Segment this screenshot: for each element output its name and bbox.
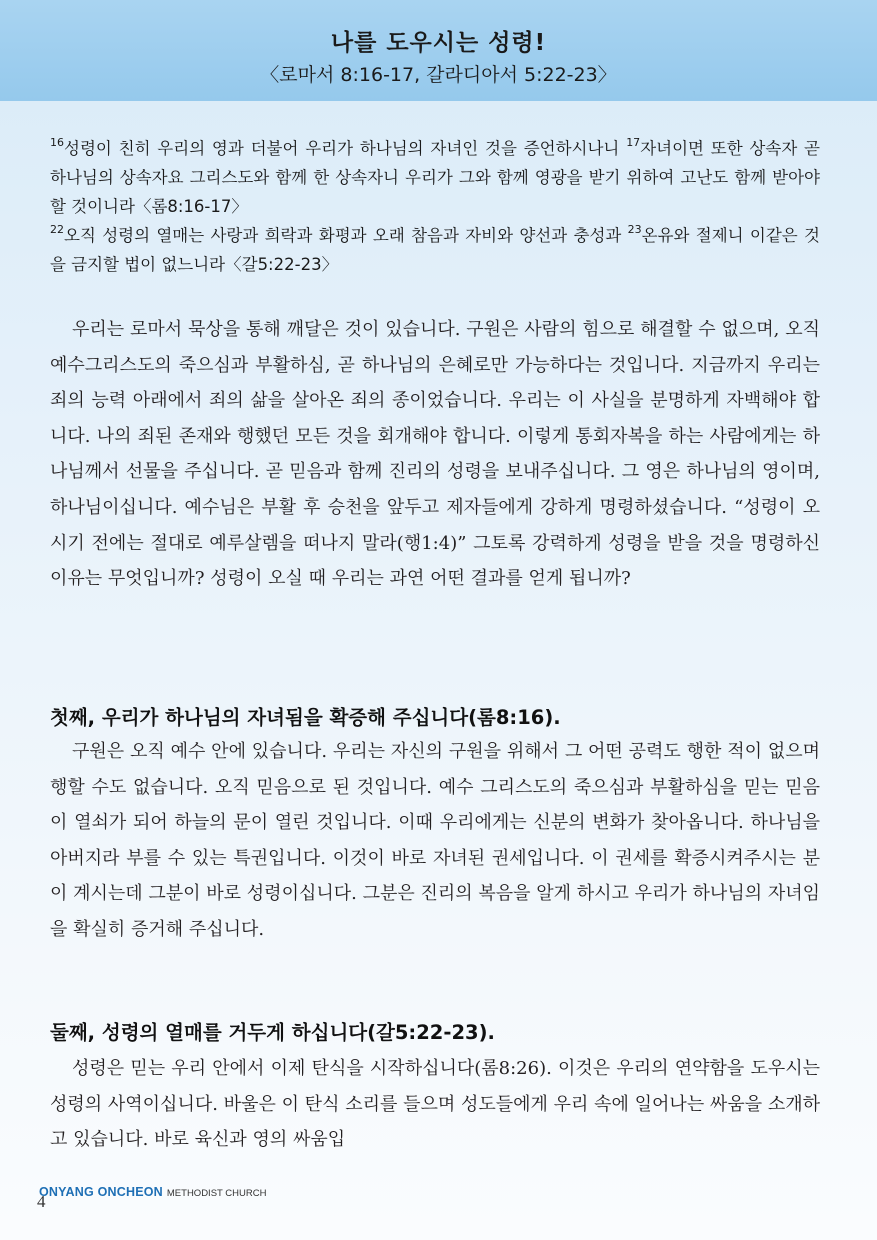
scripture-reference: 〈로마서 8:16-17, 갈라디아서 5:22-23〉 xyxy=(260,64,617,86)
church-logo xyxy=(39,1183,266,1201)
verse-number: 22 xyxy=(50,223,64,236)
page-header xyxy=(0,0,877,101)
verse-number: 23 xyxy=(627,223,642,236)
intro-text: 우리는 로마서 묵상을 통해 깨달은 것이 있습니다. 구원은 사람의 힘으로 해결할 수 없으며, 오직 예수그리스도의 죽으심과 부활하심, 곧 하나님의 은혜로만 가능하다는 것입니다. 지금까지 우리는 죄의 능력 아래에서 죄의 삶을 살아온 죄의 종이었습니다. 우리는 이 사실을 분명하게 자백해야 합니다. 나의 죄된 존재와 행했던 모든 것을 회개해야 합니다. 이렇게 통회자복을 하는 사람에게는 하나님께서 선물을 주십니다. 곧 믿음과 함께 진리의 성령을 보내주십니다. 그 영은 하나님의 영이며, 하나님이십니다. 예수님은 부활 후 승천을 앞두고 제자들에게 강하게 명령하셨습니다. “성령이 오시기 전에는 절대로 예루살렘을 떠나지 말라(행1:4)” 그토록 강력하게 성령을 받을 것을 명령하신 이유는 무엇입니까? 성령이 오실 때 우리는 과연 어떤 결과를 얻게 됩니까? xyxy=(50,319,820,590)
church-denomination: METHODIST CHURCH xyxy=(166,1188,267,1199)
verse-text: 온유와 절제니 이같은 것을 금지할 법이 없느니라〈갈5:22-23〉 xyxy=(50,226,820,274)
verse-number: 17 xyxy=(626,136,641,149)
section-heading-2: 둘째, 성령의 열매를 거두게 하십니다(갈5:22-23). xyxy=(50,1021,495,1044)
section-text: 구원은 오직 예수 안에 있습니다. 우리는 자신의 구원을 위해서 그 어떤 공력도 행한 적이 없으며 행할 수도 없습니다. 오직 믿음으로 된 것입니다. 예수 그리스도의 죽으심과 부활하심을 믿는 믿음이 열쇠가 되어 하늘의 문이 열린 것입니다. 이때 우리에게는 신분의 변화가 찾아옵니다. 하나님을 아버지라 부를 수 있는 특권입니다. 이것이 바로 자녀된 권세입니다. 이 권세를 확증시켜주시는 분이 계시는데 그분이 바로 성령이십니다. 그분은 진리의 복음을 알게 하시고 우리가 하나님의 자녀임을 확실히 증거해 주십니다. xyxy=(50,741,820,940)
verse-text: 오직 성령의 열매는 사랑과 희락과 화평과 오래 참음과 자비와 양선과 충성과 xyxy=(64,226,628,245)
section-body-1 xyxy=(50,734,820,948)
section-body-2 xyxy=(50,1051,820,1158)
scripture-passage xyxy=(50,134,820,279)
church-name: ONYANG ONCHEON xyxy=(39,1185,163,1199)
verse-text: 성령이 친히 우리의 영과 더불어 우리가 하나님의 자녀인 것을 증언하시나니 xyxy=(64,139,627,158)
sermon-title: 나를 도우시는 성령! xyxy=(330,30,547,56)
section-text: 성령은 믿는 우리 안에서 이제 탄식을 시작하십니다(롬8:26). 이것은 우리의 연약함을 도우시는 성령의 사역이십니다. 바울은 이 탄식 소리를 들으며 성도들에게 우리 속에 일어나는 싸움을 소개하고 있습니다. 바로 육신과 영의 싸움입 xyxy=(50,1058,820,1151)
verse-text: 자녀이면 또한 상속자 곧 하나님의 상속자요 그리스도와 함께 한 상속자니 우리가 그와 함께 영광을 받기 위하여 고난도 함께 받아야 할 것이니라〈롬8:16-17〉 xyxy=(50,139,820,216)
section-heading-1: 첫째, 우리가 하나님의 자녀됨을 확증해 주십니다(롬8:16). xyxy=(50,706,561,729)
page-number: 4 xyxy=(37,1192,46,1211)
intro-paragraph xyxy=(50,312,820,597)
verse-number: 16 xyxy=(50,136,64,149)
